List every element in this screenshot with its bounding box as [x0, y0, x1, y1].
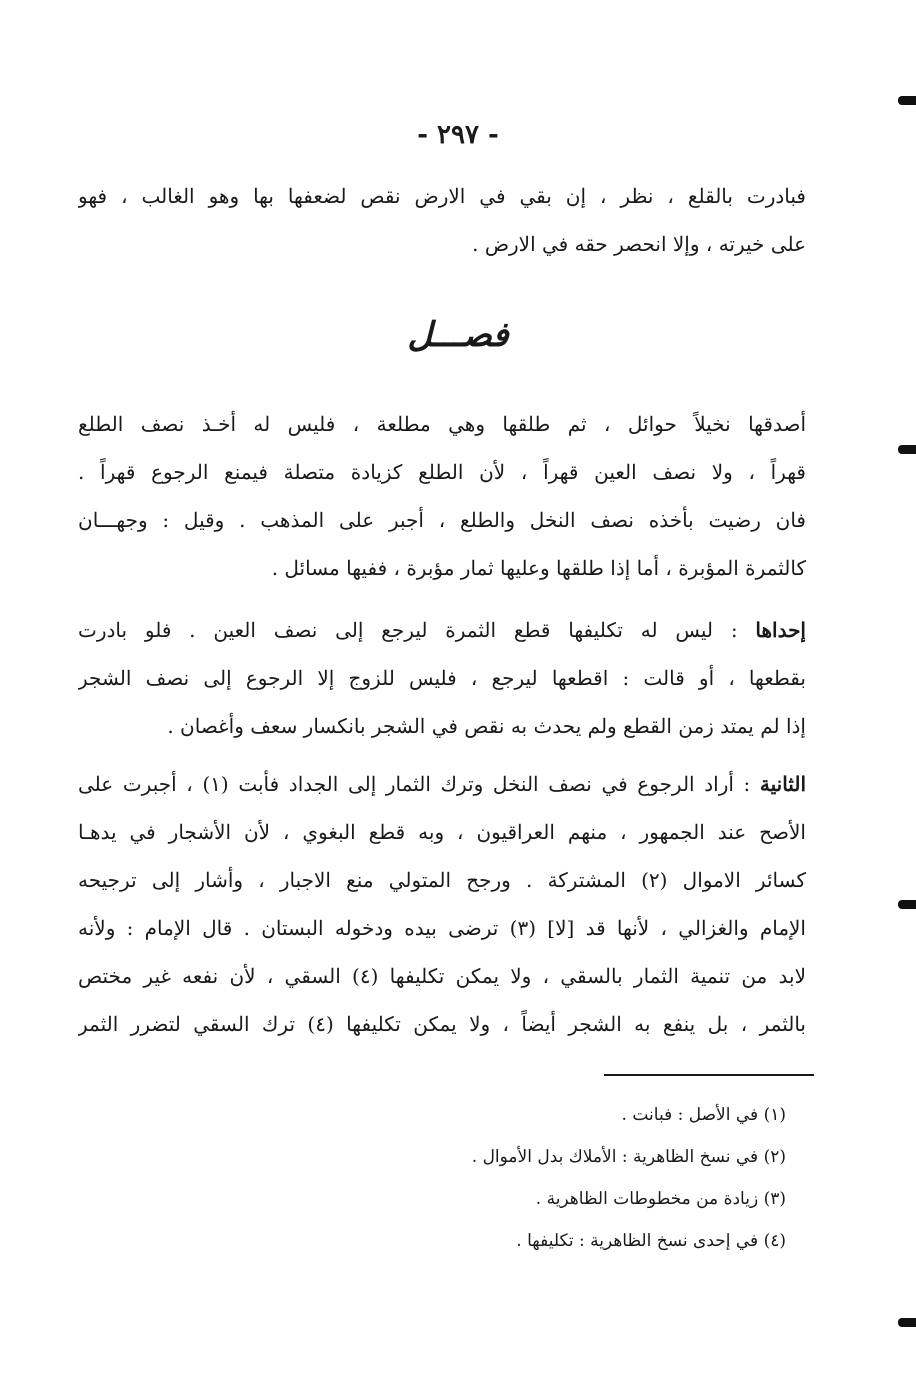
text-line-rest: : أراد الرجوع في نصف النخل وترك الثمار إلى الجداد فأبت (١) ، أجبرت على: [78, 772, 760, 796]
text-line-with-lead: [78, 606, 806, 654]
section-heading: فصـــل: [407, 315, 509, 355]
scan-margin-mark: [898, 445, 916, 454]
paragraph-1: [78, 400, 806, 592]
text-line: لابد من تنمية الثمار بالسقي ، ولا يمكن تكليفها (٤) السقي ، لأن نفعه غير مختص: [78, 964, 806, 988]
intro-paragraph: [78, 172, 806, 268]
footnote-1: (١) في الأصل : فبانت .: [621, 1105, 786, 1125]
text-line: فبادرت بالقلع ، نظر ، إن بقي في الارض نقص لضعفها بها وهو الغالب ، فهو: [78, 184, 806, 208]
paragraph-3: [78, 760, 806, 1048]
paragraph-lead-word: إحداها: [755, 618, 806, 642]
paragraph-lead-word: الثانية: [759, 772, 806, 796]
text-line: كسائر الاموال (٢) المشتركة . ورجح المتولي منع الاجبار ، وأشار إلى ترجيحه: [78, 868, 806, 892]
text-line: كالثمرة المؤبرة ، أما إذا طلقها وعليها ثمار مؤبرة ، ففيها مسائل .: [271, 556, 806, 580]
footnote-3: (٣) زيادة من مخطوطات الظاهرية .: [535, 1189, 786, 1209]
text-line-rest: : ليس له تكليفها قطع الثمرة ليرجع إلى نصف العين . فلو بادرت: [78, 618, 756, 642]
text-line-with-lead: [78, 760, 806, 808]
text-line: أصدقها نخيلاً حوائل ، ثم طلقها وهي مطلعة ، فليس له أخـذ نصف الطلع: [78, 412, 806, 436]
paragraph-2: [78, 606, 806, 750]
scan-margin-mark: [898, 1318, 916, 1327]
footnote-4: (٤) في إحدى نسخ الظاهرية : تكليفها .: [516, 1231, 786, 1251]
page-number: - ٢٩٧ -: [417, 120, 499, 150]
text-line: بقطعها ، أو قالت : اقطعها ليرجع ، فليس للزوج إلا الرجوع إلى نصف الشجر: [78, 666, 806, 690]
text-line: قهراً ، ولا نصف العين قهراً ، لأن الطلع كزيادة متصلة فيمنع الرجوع قهراً .: [78, 460, 806, 484]
scan-margin-mark: [898, 900, 916, 909]
text-line: إذا لم يمتد زمن القطع ولم يحدث به نقص في الشجر بانكسار سعف وأغصان .: [167, 714, 806, 738]
scan-margin-mark: [898, 96, 916, 105]
text-line: الإمام والغزالي ، لأنها قد [لا] (٣) ترضى بيده ودخوله البستان . قال الإمام : ولأنه: [78, 916, 806, 940]
footnotes: [226, 1094, 786, 1262]
text-line: على خيرته ، وإلا انحصر حقه في الارض .: [472, 232, 806, 256]
footnote-separator: [604, 1074, 814, 1076]
text-line: بالثمر ، بل ينفع به الشجر أيضاً ، ولا يمكن تكليفها (٤) ترك السقي لتضرر الثمر: [78, 1012, 806, 1036]
text-line: الأصح عند الجمهور ، منهم العراقيون ، وبه قطع البغوي ، لأن الأشجار في يدهـا: [78, 820, 806, 844]
text-line: فان رضيت بأخذه نصف النخل والطلع ، أجبر على المذهب . وقيل : وجهـــان: [78, 508, 806, 532]
footnote-2: (٢) في نسخ الظاهرية : الأملاك بدل الأموال .: [471, 1147, 786, 1167]
